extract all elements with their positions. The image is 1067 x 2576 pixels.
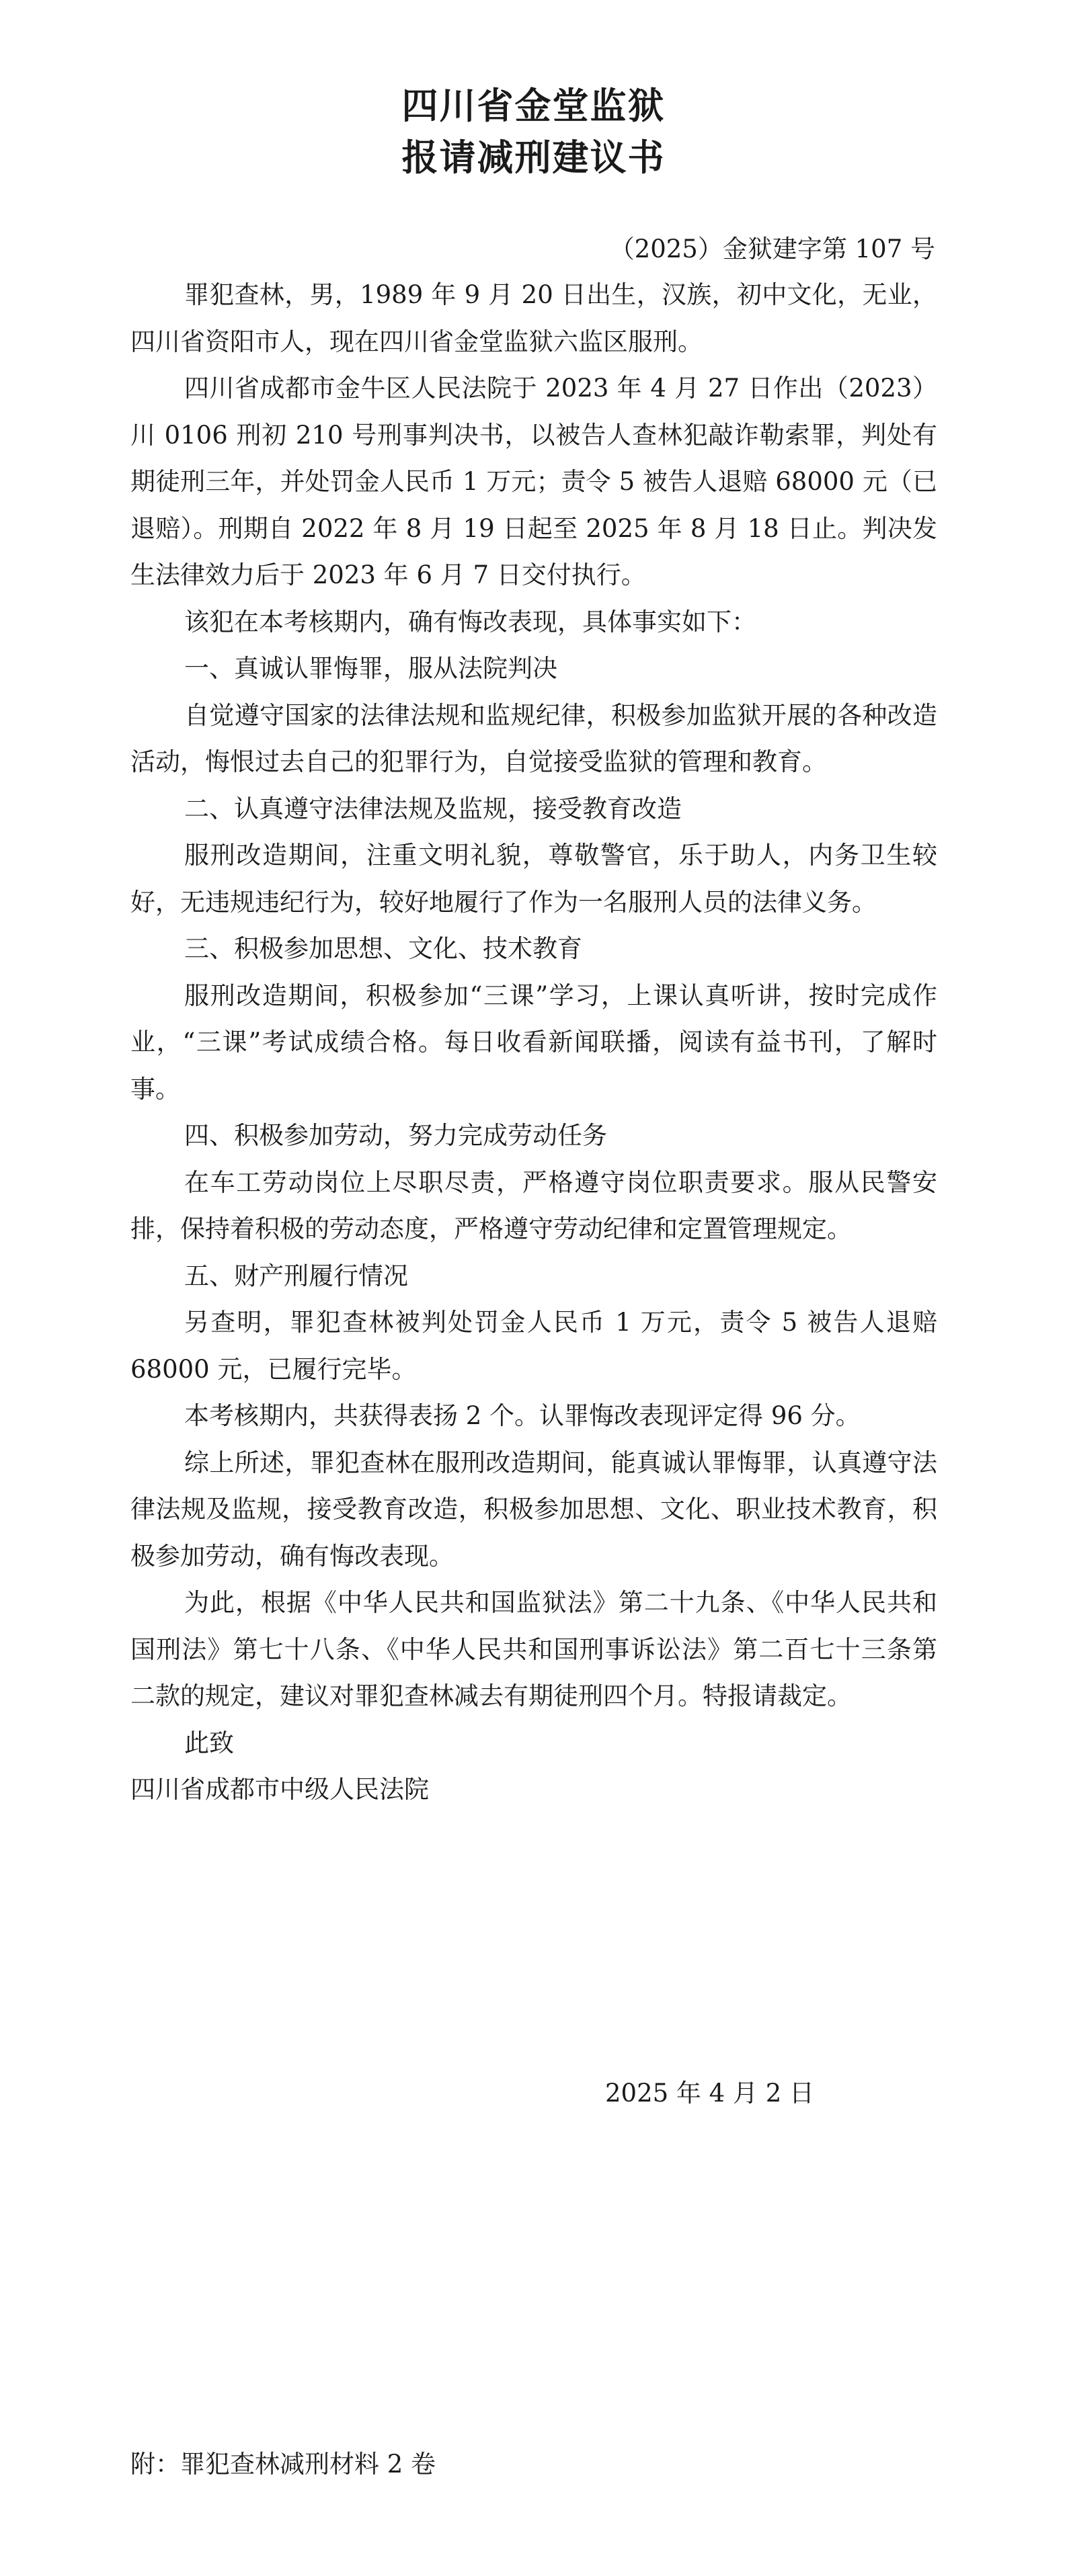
title-line-1: 四川省金堂监狱	[401, 85, 666, 127]
section-heading-5: 五、财产刑履行情况	[184, 1261, 408, 1290]
paragraph-section-3: 服刑改造期间，积极参加“三课”学习，上课认真听讲，按时完成作业，“三课”考试成绩合格。每日收看新闻联播，阅读有益书刊，了解时事。	[130, 981, 937, 1104]
paragraph-section-1: 自觉遵守国家的法律法规和监规纪律，积极参加监狱开展的各种改造活动，悔恨过去自己的犯罪行为，自觉接受监狱的管理和教育。	[130, 700, 937, 776]
section-heading-2: 二、认真遵守法律法规及监规，接受教育改造	[184, 794, 682, 823]
document-number: （2025）金狱建字第 107 号	[609, 235, 935, 263]
title-line-2: 报请减刑建议书	[401, 136, 666, 179]
paragraph-judgment: 四川省成都市金牛区人民法院于 2023 年 4 月 27 日作出（2023）川 0106 刑初 210 号刑事判决书，以被告人查林犯敲诈勒索罪，判处有期徒刑三年，并处罚金人民币 1 万元；责令 5 被告人退赔 68000 元（已退赔）。刑期自 2022 年 8 月 19 日起至 2025 年 8 月 18 日止。判决发生法律效力后于 2023 年 6 月 7 日交付执行。	[130, 374, 937, 589]
section-heading-3: 三、积极参加思想、文化、技术教育	[184, 934, 582, 963]
paragraph-assessment: 本考核期内，共获得表扬 2 个。认罪悔改表现评定得 96 分。	[184, 1401, 861, 1430]
section-heading-4: 四、积极参加劳动，努力完成劳动任务	[184, 1121, 607, 1150]
attachment-note: 附：罪犯查林减刑材料 2 卷	[130, 2450, 436, 2479]
addressee: 四川省成都市中级人民法院	[130, 1775, 429, 1804]
paragraph-section-5: 另查明，罪犯查林被判处罚金人民币 1 万元，责令 5 被告人退赔 68000 元，已履行完毕。	[130, 1308, 937, 1384]
section-heading-1: 一、真诚认罪悔罪，服从法院判决	[184, 654, 557, 683]
paragraph-section-2: 服刑改造期间，注重文明礼貌，尊敬警官，乐于助人，内务卫生较好，无违规违纪行为，较好地履行了作为一名服刑人员的法律义务。	[130, 841, 937, 917]
paragraph-recommendation: 为此，根据《中华人民共和国监狱法》第二十九条、《中华人民共和国刑法》第七十八条、《中华人民共和国刑事诉讼法》第二百七十三条第二款的规定，建议对罪犯查林减去有期徒刑四个月。特报请裁定。	[130, 1588, 937, 1710]
document-date: 2025 年 4 月 2 日	[605, 2079, 815, 2108]
paragraph-salutation: 此致	[184, 1728, 234, 1757]
paragraph-section-4: 在车工劳动岗位上尽职尽责，严格遵守岗位职责要求。服从民警安排，保持着积极的劳动态度，严格遵守劳动纪律和定置管理规定。	[130, 1167, 937, 1243]
paragraph-intro: 该犯在本考核期内，确有悔改表现，具体事实如下：	[184, 607, 756, 636]
paragraph-personal-info: 罪犯查林，男，1989 年 9 月 20 日出生，汉族，初中文化，无业，四川省资阳市人，现在四川省金堂监狱六监区服刑。	[130, 280, 937, 356]
paragraph-summary: 综上所述，罪犯查林在服刑改造期间，能真诚认罪悔罪，认真遵守法律法规及监规，接受教育改造，积极参加思想、文化、职业技术教育，积极参加劳动，确有悔改表现。	[130, 1448, 937, 1571]
document-body	[130, 272, 937, 1813]
